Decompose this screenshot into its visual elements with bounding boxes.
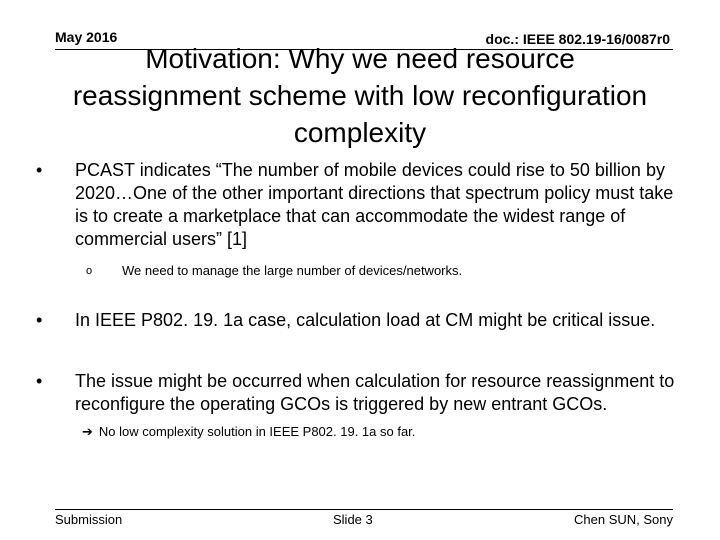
bullet-3-text: The issue might be occurred when calculation for resource reassignment to reconfigure the operating GCOs is triggered by new entrant GCOs. [75, 371, 675, 414]
bullet-3 [30, 370, 680, 416]
bullet-2-text: In IEEE P802. 19. 1a case, calculation load at CM might be critical issue. [75, 310, 656, 330]
footer-center: Slide 3 [333, 512, 373, 527]
bullet-2-marker: • [36, 310, 43, 330]
sub-bullet [86, 262, 680, 280]
sub-bullet-text: We need to manage the large number of devices/networks. [122, 263, 463, 278]
bullet-1-marker: • [36, 160, 43, 180]
bullet-2 [30, 309, 680, 332]
header-doc-id: doc.: IEEE 802.19-16/0087r0 [485, 31, 670, 47]
footer-left: Submission [55, 512, 123, 527]
bullet-3-marker: • [36, 371, 43, 391]
bullet-1 [30, 159, 680, 251]
bullet-1-text: PCAST indicates “The number of mobile devices could rise to 50 billion by 2020…One of the other important directions that spectrum policy must take is to create a marketplace that can accommodate the widest range of commercial users” [1] [75, 160, 674, 249]
conclusion-text: No low complexity solution in IEEE P802. 19. 1a so far. [98, 424, 416, 439]
right-arrow-icon: ➔ [82, 424, 93, 439]
slide-title: Motivation: Why we need resource reassignment scheme with low reconfiguration complexity [72, 43, 648, 148]
conclusion-line [82, 423, 415, 441]
footer-rule [55, 509, 673, 510]
header-date: May 2016 [55, 29, 118, 45]
footer-right: Chen SUN, Sony [574, 512, 673, 527]
sub-bullet-marker: o [86, 265, 93, 277]
